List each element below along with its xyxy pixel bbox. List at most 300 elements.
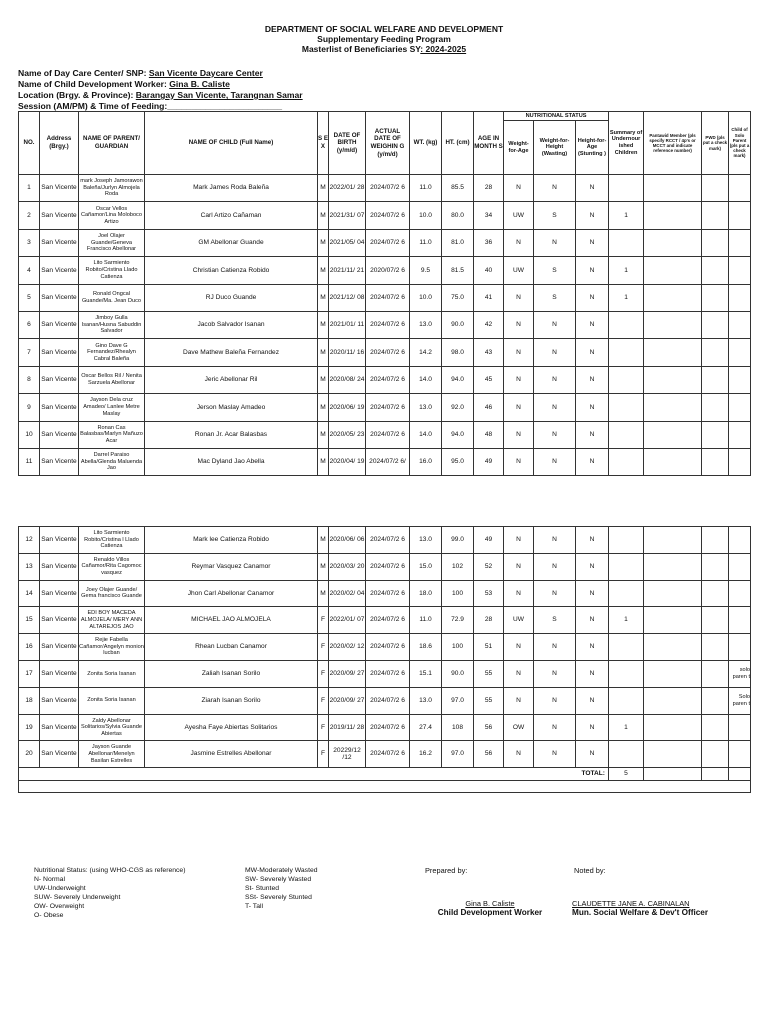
cell-weigh: 2024/07/2 6 <box>366 311 410 338</box>
cell-address: San Vicente <box>40 175 79 202</box>
cell-hfa: N <box>576 741 609 768</box>
cell-sex: M <box>318 202 329 229</box>
cell-weigh: 2024/07/2 6 <box>366 394 410 421</box>
cell-hfa: N <box>576 448 609 475</box>
cell-pantawid <box>644 714 702 741</box>
cell-summary <box>609 634 644 661</box>
col-summary: Summary of Undernour ished Children <box>609 112 644 175</box>
cell-age: 45 <box>474 366 504 393</box>
cell-age: 49 <box>474 448 504 475</box>
cell-dob: 2020/02/ 12 <box>329 634 366 661</box>
cell-wt: 10.0 <box>410 202 442 229</box>
cell-wfa: UW <box>504 202 534 229</box>
cell-pantawid <box>644 394 702 421</box>
cell-parent: Rejie Fabella Cañamor/Angelyn monion lucban <box>79 634 145 661</box>
cell-summary <box>609 366 644 393</box>
program-title: Supplementary Feeding Program <box>317 34 451 44</box>
cell-solo <box>729 339 751 366</box>
cell-parent: Zonita Soria Isanan <box>79 687 145 714</box>
cell-summary <box>609 339 644 366</box>
cell-wfh: S <box>534 202 576 229</box>
cell-weigh: 2024/07/2 6 <box>366 229 410 256</box>
col-pantawid: Pantawid Member (pls specify RCCT / 4p's or MCCT and indicate reference number) <box>644 112 702 175</box>
col-height-for-age: Height-for-Age (Stunting ) <box>576 121 609 175</box>
cell-dob: 2020/09/ 27 <box>329 687 366 714</box>
cell-age: 41 <box>474 284 504 311</box>
cell-solo <box>729 175 751 202</box>
cell-child: Jhon Carl Abellonar Canamor <box>145 580 318 607</box>
cell-child: Mac Dyland Jao Abella <box>145 448 318 475</box>
table-row <box>19 311 751 338</box>
cell-age: 43 <box>474 339 504 366</box>
cell-address: San Vicente <box>40 229 79 256</box>
cell-solo <box>729 448 751 475</box>
cell-pwd <box>702 366 729 393</box>
cell-pwd <box>702 634 729 661</box>
cell-hfa: N <box>576 202 609 229</box>
cell-sex: M <box>318 553 329 580</box>
cell-address: San Vicente <box>40 741 79 768</box>
cell-age: 53 <box>474 580 504 607</box>
cell-wt: 11.0 <box>410 607 442 634</box>
cell-wfh: S <box>534 284 576 311</box>
col-no: NO. <box>19 112 40 175</box>
cell-ht: 98.0 <box>442 339 474 366</box>
cell-pantawid <box>644 553 702 580</box>
cell-pwd <box>702 553 729 580</box>
cell-sex: F <box>318 741 329 768</box>
document-header <box>0 24 768 54</box>
cell-parent: Jimboy Gulla Isanan/Husna Sabuddin Salvador <box>79 311 145 338</box>
cell-weigh: 2024/07/2 6 <box>366 634 410 661</box>
legend-item: SSt- Severely Stunted <box>245 894 312 901</box>
legend-item: UW-Underweight <box>34 885 86 892</box>
prepared-by-title: Child Development Worker <box>437 908 543 917</box>
cell-wfa: N <box>504 634 534 661</box>
cell-weigh: 2024/07/2 6 <box>366 687 410 714</box>
wasting-legend <box>245 866 318 911</box>
cell-solo <box>729 580 751 607</box>
cell-wt: 13.0 <box>410 527 442 554</box>
cell-solo <box>729 257 751 284</box>
cell-weigh: 2024/07/2 6 <box>366 607 410 634</box>
cell-age: 56 <box>474 741 504 768</box>
cell-sex: F <box>318 634 329 661</box>
cell-pwd <box>702 607 729 634</box>
cell-solo <box>729 634 751 661</box>
cell-wfh: N <box>534 580 576 607</box>
cell-wfa: N <box>504 660 534 687</box>
legend-item: MW-Moderately Wasted <box>245 867 318 874</box>
cell-address: San Vicente <box>40 714 79 741</box>
cell-summary <box>609 421 644 448</box>
cell-ht: 90.0 <box>442 660 474 687</box>
cell-pwd <box>702 687 729 714</box>
cell-weigh: 2024/07/2 6 <box>366 284 410 311</box>
cell-wfh: N <box>534 339 576 366</box>
cell-no: 6 <box>19 311 40 338</box>
prepared-by-name: Gina B. Caliste <box>465 899 515 908</box>
cell-pantawid <box>644 448 702 475</box>
cell-wfh: N <box>534 394 576 421</box>
cell-wfh: S <box>534 607 576 634</box>
cell-no: 14 <box>19 580 40 607</box>
cell-dob: 2020/06/ 19 <box>329 394 366 421</box>
cell-no: 8 <box>19 366 40 393</box>
cell-dob: 2021/31/ 07 <box>329 202 366 229</box>
cell-wt: 14.0 <box>410 366 442 393</box>
cell-solo <box>729 741 751 768</box>
cell-wt: 13.0 <box>410 394 442 421</box>
cell-wt: 13.0 <box>410 311 442 338</box>
cell-parent: Zonita Soria Isanan <box>79 660 145 687</box>
cell-address: San Vicente <box>40 527 79 554</box>
noted-by-name: CLAUDETTE JANE A. CABINALAN <box>572 899 690 908</box>
col-age: AGE IN MONTH S <box>474 112 504 175</box>
cell-dob: 2020/06/ 06 <box>329 527 366 554</box>
cell-parent: Oscar Vellos Cañamor/Lina Moloboco Artizo <box>79 202 145 229</box>
cell-wfh: N <box>534 714 576 741</box>
prepared-by-label: Prepared by: <box>425 866 468 875</box>
cell-address: San Vicente <box>40 202 79 229</box>
cell-parent: Zaldy Abellonar Solitarios/Sylvia Guande Abiertas <box>79 714 145 741</box>
cell-wfh: N <box>534 421 576 448</box>
cell-dob: 2022/01/ 07 <box>329 607 366 634</box>
cell-dob: 2021/01/ 11 <box>329 311 366 338</box>
cell-wt: 18.6 <box>410 634 442 661</box>
total-label: TOTAL: <box>19 768 609 781</box>
col-weight-for-height: Weight-for-Height (Wasting) <box>534 121 576 175</box>
cell-pantawid <box>644 229 702 256</box>
cell-wt: 18.0 <box>410 580 442 607</box>
cell-sex: M <box>318 229 329 256</box>
cell-summary <box>609 580 644 607</box>
cell-wfa: N <box>504 229 534 256</box>
cell-solo <box>729 394 751 421</box>
cell-child: Dave Mathew Baleña Fernandez <box>145 339 318 366</box>
cell-age: 55 <box>474 687 504 714</box>
cell-address: San Vicente <box>40 553 79 580</box>
cell-child: Ronan Jr. Acar Balasbas <box>145 421 318 448</box>
cell-parent: Darrel Paraiso Abella/Glenda Maluenda Jao <box>79 448 145 475</box>
cell-no: 10 <box>19 421 40 448</box>
cell-wfa: N <box>504 448 534 475</box>
cell-hfa: N <box>576 421 609 448</box>
cell-age: 36 <box>474 229 504 256</box>
cell-no: 16 <box>19 634 40 661</box>
cell-pantawid <box>644 175 702 202</box>
cell-pwd <box>702 527 729 554</box>
cell-sex: F <box>318 660 329 687</box>
cell-wt: 14.2 <box>410 339 442 366</box>
legend-item: St- Stunted <box>245 885 280 892</box>
cell-wt: 15.1 <box>410 660 442 687</box>
cell-age: 28 <box>474 175 504 202</box>
table-row <box>19 553 751 580</box>
cell-no: 15 <box>19 607 40 634</box>
cell-child: RJ Duco Guande <box>145 284 318 311</box>
table-row <box>19 607 751 634</box>
cell-no: 9 <box>19 394 40 421</box>
cell-no: 3 <box>19 229 40 256</box>
cell-address: San Vicente <box>40 687 79 714</box>
cell-address: San Vicente <box>40 257 79 284</box>
cell-wfa: UW <box>504 257 534 284</box>
cell-pwd <box>702 714 729 741</box>
table-row <box>19 687 751 714</box>
cell-address: San Vicente <box>40 421 79 448</box>
cell-wfh: N <box>534 527 576 554</box>
cell-wt: 10.0 <box>410 284 442 311</box>
cell-summary: 1 <box>609 714 644 741</box>
cell-summary <box>609 229 644 256</box>
cell-weigh: 2024/07/2 6 <box>366 366 410 393</box>
cell-hfa: N <box>576 580 609 607</box>
cell-dob: 2020/05/ 23 <box>329 421 366 448</box>
cell-parent: Ronan Cas Balasbas/Marlyn Mañuzo Acar <box>79 421 145 448</box>
cell-no: 1 <box>19 175 40 202</box>
legend-item: SUW- Severely Underweight <box>34 894 121 901</box>
cell-solo <box>729 202 751 229</box>
cell-weigh: 2024/07/2 6 <box>366 339 410 366</box>
cell-no: 19 <box>19 714 40 741</box>
cell-pwd <box>702 580 729 607</box>
cell-ht: 99.0 <box>442 527 474 554</box>
cell-sex: M <box>318 421 329 448</box>
cell-wfa: N <box>504 175 534 202</box>
cell-address: San Vicente <box>40 394 79 421</box>
table-row <box>19 741 751 768</box>
cell-wfa: N <box>504 741 534 768</box>
cell-wt: 27.4 <box>410 714 442 741</box>
cell-pwd <box>702 660 729 687</box>
table-row <box>19 714 751 741</box>
cell-solo: solo paren t <box>729 660 751 687</box>
beneficiaries-table-page1 <box>18 111 751 476</box>
noted-by-label: Noted by: <box>574 866 606 875</box>
cell-hfa: N <box>576 284 609 311</box>
table-row <box>19 229 751 256</box>
location-value: Barangay San Vicente, Tarangnan Samar <box>135 90 303 100</box>
cell-summary <box>609 687 644 714</box>
cell-summary: 1 <box>609 202 644 229</box>
cell-solo: Solo paren t <box>729 687 751 714</box>
cell-pantawid <box>644 607 702 634</box>
table-row <box>19 580 751 607</box>
cell-address: San Vicente <box>40 448 79 475</box>
cell-summary <box>609 527 644 554</box>
cell-dob: 2020/03/ 20 <box>329 553 366 580</box>
legend-item: O- Obese <box>34 912 64 919</box>
cell-age: 55 <box>474 660 504 687</box>
cell-solo <box>729 714 751 741</box>
table-row <box>19 394 751 421</box>
cell-parent: EDI BOY MACEDA ALMOJELA/ MERY ANN ALTAREJOS JAO <box>79 607 145 634</box>
cell-weigh: 2024/07/2 6 <box>366 553 410 580</box>
cell-address: San Vicente <box>40 339 79 366</box>
cell-address: San Vicente <box>40 284 79 311</box>
cell-address: San Vicente <box>40 607 79 634</box>
cell-wfa: N <box>504 421 534 448</box>
school-year: : 2024-2025 <box>420 44 467 54</box>
cell-pwd <box>702 394 729 421</box>
cell-no: 13 <box>19 553 40 580</box>
cell-pantawid <box>644 634 702 661</box>
cell-dob: 2020/04/ 19 <box>329 448 366 475</box>
cell-solo <box>729 421 751 448</box>
cell-address: San Vicente <box>40 634 79 661</box>
cell-pwd <box>702 202 729 229</box>
cell-child: Mark James Roda Baleña <box>145 175 318 202</box>
cell-weigh: 2024/07/2 6 <box>366 527 410 554</box>
legend-item: N- Normal <box>34 876 65 883</box>
legend-item: T- Tall <box>245 903 264 910</box>
cell-solo <box>729 366 751 393</box>
cell-child: Carl Artizo Cañaman <box>145 202 318 229</box>
cell-summary <box>609 553 644 580</box>
cell-pantawid <box>644 741 702 768</box>
cell-hfa: N <box>576 553 609 580</box>
cell-hfa: N <box>576 527 609 554</box>
cell-hfa: N <box>576 229 609 256</box>
cell-wfa: N <box>504 311 534 338</box>
cell-no: 7 <box>19 339 40 366</box>
cell-hfa: N <box>576 366 609 393</box>
cell-hfa: N <box>576 257 609 284</box>
cell-parent: Ronald Ongcal Guande/Ma. Jean Duco <box>79 284 145 311</box>
table-row <box>19 202 751 229</box>
cell-sex: F <box>318 687 329 714</box>
cell-wfh: N <box>534 175 576 202</box>
cell-solo <box>729 229 751 256</box>
col-wt: WT. (kg) <box>410 112 442 175</box>
legend-item: SW- Severely Wasted <box>245 876 312 883</box>
cell-age: 42 <box>474 311 504 338</box>
cell-no: 4 <box>19 257 40 284</box>
cell-wfh: N <box>534 660 576 687</box>
cell-parent: Gino Dave G Fernandez/Rhealyn Cabral Baleña <box>79 339 145 366</box>
cell-age: 40 <box>474 257 504 284</box>
cell-dob: 2021/11/ 21 <box>329 257 366 284</box>
cell-wfh: N <box>534 229 576 256</box>
table-row <box>19 448 751 475</box>
total-row <box>19 768 751 781</box>
cell-weigh: 2024/07/2 6 <box>366 714 410 741</box>
worker-name: Gina B. Caliste <box>169 79 230 89</box>
cell-summary: 1 <box>609 257 644 284</box>
cell-ht: 108 <box>442 714 474 741</box>
cell-hfa: N <box>576 339 609 366</box>
cell-weigh: 2024/07/2 6 <box>366 741 410 768</box>
cell-child: Ziarah Isanan Sorilo <box>145 687 318 714</box>
cell-sex: M <box>318 366 329 393</box>
blank-row <box>19 781 751 793</box>
cell-pantawid <box>644 202 702 229</box>
cell-wt: 13.0 <box>410 687 442 714</box>
col-weight-for-age: Weight-for-Age <box>504 121 534 175</box>
cell-pwd <box>702 257 729 284</box>
cell-sex: M <box>318 311 329 338</box>
cell-parent: Oscar Bellos Ril / Nenita Sarzuela Abellonar <box>79 366 145 393</box>
cell-hfa: N <box>576 394 609 421</box>
cell-pantawid <box>644 257 702 284</box>
col-parent: NAME OF PARENT/ GUARDIAN <box>79 112 145 175</box>
cell-ht: 75.0 <box>442 284 474 311</box>
table-row <box>19 175 751 202</box>
cell-pantawid <box>644 527 702 554</box>
col-ht: HT. (cm) <box>442 112 474 175</box>
cell-weigh: 2024/07/2 6 <box>366 580 410 607</box>
total-value: 5 <box>609 768 644 781</box>
col-weighing: ACTUAL DATE OF WEIGHIN G (y/m/d) <box>366 112 410 175</box>
cell-child: MICHAEL JAO ALMOJELA <box>145 607 318 634</box>
cell-no: 2 <box>19 202 40 229</box>
cell-summary <box>609 741 644 768</box>
cell-wfa: N <box>504 553 534 580</box>
cell-dob: 2020/02/ 04 <box>329 580 366 607</box>
cell-pwd <box>702 229 729 256</box>
cell-no: 18 <box>19 687 40 714</box>
cell-parent: Joey Olajer Guande/ Gema francisco Guande <box>79 580 145 607</box>
cell-weigh: 2024/07/2 6 <box>366 175 410 202</box>
cell-parent: mark Joseph Jamorawon Baleña/Jurlyn Almojela Roda <box>79 175 145 202</box>
cell-child: Zaliah Isanan Sorilo <box>145 660 318 687</box>
cell-hfa: N <box>576 660 609 687</box>
cell-wfh: N <box>534 687 576 714</box>
col-dob: DATE OF BIRTH (y/m/d) <box>329 112 366 175</box>
cell-ht: 100 <box>442 634 474 661</box>
cell-child: Rhean Lucban Canamor <box>145 634 318 661</box>
cell-pwd <box>702 448 729 475</box>
cell-wfa: UW <box>504 607 534 634</box>
table-row <box>19 284 751 311</box>
cell-age: 34 <box>474 202 504 229</box>
cell-parent: Renaldo Villos Cañamor/Rita Cagomoc vasquez <box>79 553 145 580</box>
cell-no: 5 <box>19 284 40 311</box>
cell-weigh: 2020/07/2 6 <box>366 257 410 284</box>
col-address: Address (Brgy.) <box>40 112 79 175</box>
cell-child: Ayesha Faye Abiertas Solitarios <box>145 714 318 741</box>
center-name: San Vicente Daycare Center <box>148 68 263 78</box>
cell-age: 51 <box>474 634 504 661</box>
cell-hfa: N <box>576 175 609 202</box>
cell-pantawid <box>644 366 702 393</box>
cell-wfh: S <box>534 257 576 284</box>
cell-wt: 15.0 <box>410 553 442 580</box>
cell-child: Mark lee Catienza Robido <box>145 527 318 554</box>
cell-weigh: 2024/07/2 6 <box>366 202 410 229</box>
cell-ht: 97.0 <box>442 741 474 768</box>
col-pwd: PWD (pls put a check mark) <box>702 112 729 175</box>
cell-ht: 85.5 <box>442 175 474 202</box>
cell-summary <box>609 448 644 475</box>
cell-child: Jasmine Estrelles Abellonar <box>145 741 318 768</box>
cell-summary <box>609 311 644 338</box>
cell-ht: 95.0 <box>442 448 474 475</box>
cell-ht: 94.0 <box>442 421 474 448</box>
cell-pwd <box>702 421 729 448</box>
cell-ht: 81.5 <box>442 257 474 284</box>
cell-ht: 94.0 <box>442 366 474 393</box>
cell-wfa: N <box>504 394 534 421</box>
cell-ht: 81.0 <box>442 229 474 256</box>
cell-wfh: N <box>534 448 576 475</box>
cell-pwd <box>702 311 729 338</box>
cell-wfh: N <box>534 311 576 338</box>
cell-ht: 80.0 <box>442 202 474 229</box>
cell-pwd <box>702 741 729 768</box>
cell-solo <box>729 284 751 311</box>
